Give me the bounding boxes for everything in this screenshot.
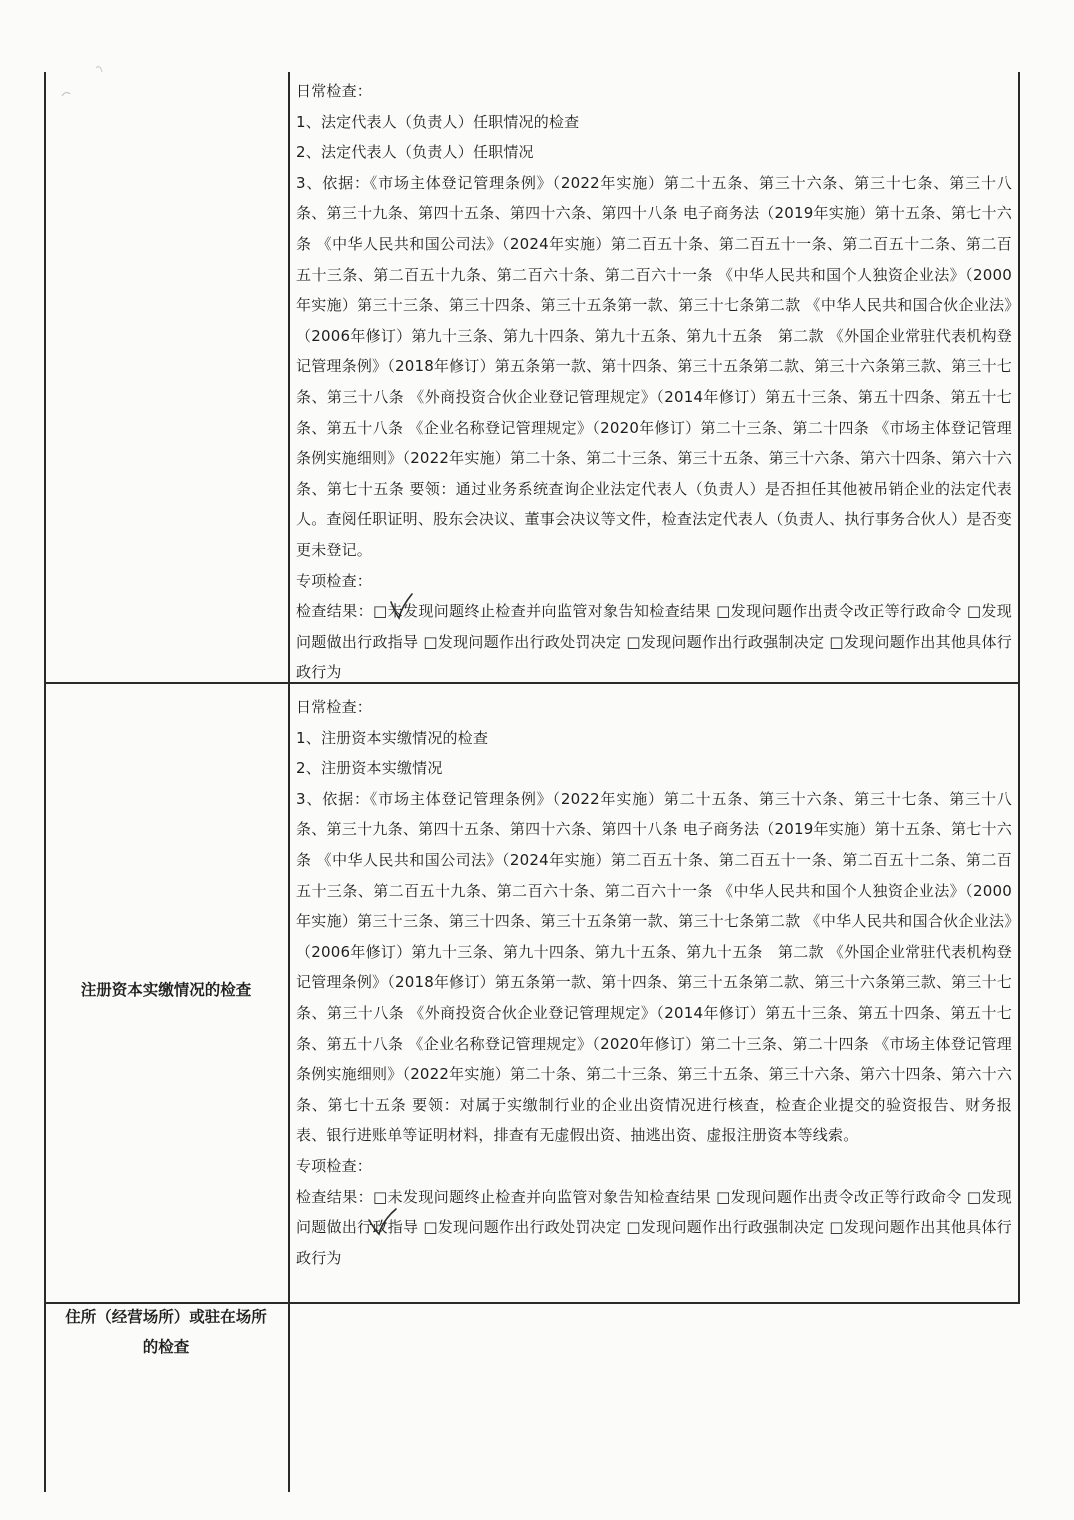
check-item-1: 1、注册资本实缴情况的检查 bbox=[296, 728, 489, 747]
row-3-label: 住所（经营场所）或驻在场所的检查 bbox=[65, 1308, 267, 1356]
check-basis: 3、依据：《市场主体登记管理条例》（2022年实施）第二十五条、第三十六条、第三十七条、第三十八条、第三十九条、第四十五条、第四十六条、第四十八条 电子商务法（2019年实施）第十五条、第七十六条 《中华人民共和国公司法》（2024年实施）第二百五十条、第二百五十一条、第二百五十二条、第二百五十三条、第二百五十九条、第二百六十条、第二百六十一条 《中华人民共和国个人独资企业法》（2000年实施）第三十三条、第三十四条、第三十五条第一款、第三十七条第二款 《中华人民共和国合伙企业法》（2006年修订）第九十三条、第九十四条、第九十五条、第九十五条 第二款 《外国企业常驻代表机构登记管理条例》（2018年修订）第五条第一款、第十四条、第三十五条第二款、第三十六条第三款、第三十七条、第三十八条 《外商投资合伙企业登记管理规定》（2014年修订）第五十三条、第五十四条、第五十七条、第五十八条 《企业名称登记管理规定》（2020年修订）第二十三条、第二十四条 《市场主体登记管理条例实施细则》（2022年实施）第二十条、第二十三条、第三十五条、第三十六条、第六十四条、第六十六条、第七十五条 要领：对属于实缴制行业的企业出资情况进行核查，检查企业提交的验资报告、财务报表、银行进账单等证明材料，排查有无虚假出资、抽逃出资、虚报注册资本等线索。 bbox=[296, 789, 1012, 1145]
handwritten-check-mark-2 bbox=[366, 1206, 400, 1238]
check-basis: 3、依据：《市场主体登记管理条例》（2022年实施）第二十五条、第三十六条、第三十七条、第三十八条、第三十九条、第四十五条、第四十六条、第四十八条 电子商务法（2019年实施）第十五条、第七十六条 《中华人民共和国公司法》（2024年实施）第二百五十条、第二百五十一条、第二百五十二条、第二百五十三条、第二百五十九条、第二百六十条、第二百六十一条 《中华人民共和国个人独资企业法》（2000年实施）第三十三条、第三十四条、第三十五条第一款、第三十七条第二款 《中华人民共和国合伙企业法》（2006年修订）第九十三条、第九十四条、第九十五条、第九十五条 第二款 《外国企业常驻代表机构登记管理条例》（2018年修订）第五条第一款、第十四条、第三十五条第二款、第三十六条第三款、第三十七条、第三十八条 《外商投资合伙企业登记管理规定》（2014年修订）第五十三条、第五十四条、第五十七条、第五十八条 《企业名称登记管理规定》（2020年修订）第二十三条、第二十四条 《市场主体登记管理条例实施细则》（2022年实施）第二十条、第二十三条、第三十五条、第三十六条、第六十四条、第六十六条、第七十五条 要领：通过业务系统查询企业法定代表人（负责人）是否担任其他被吊销企业的法定代表人。查阅任职证明、股东会决议、董事会决议等文件，检查法定代表人（负责人、执行事务合伙人）是否变更未登记。 bbox=[296, 173, 1012, 559]
check-item-2: 2、法定代表人（负责人）任职情况 bbox=[296, 143, 534, 162]
scan-smudge bbox=[56, 60, 116, 110]
daily-check-title: 日常检查： bbox=[296, 698, 373, 716]
handwritten-check-mark-1 bbox=[388, 592, 418, 622]
daily-check-title: 日常检查： bbox=[296, 82, 373, 100]
check-result: 检查结果：□未发现问题终止检查并向监管对象告知检查结果 □发现问题作出责令改正等行政命令 □发现问题做出行政指导 □发现问题作出行政处罚决定 □发现问题作出行政强制决定 □发现问题作出其他具体行政行为 bbox=[296, 1187, 1012, 1267]
special-check-title: 专项检查： bbox=[296, 1156, 373, 1175]
check-item-2: 2、注册资本实缴情况 bbox=[296, 759, 443, 778]
table-left-border bbox=[44, 72, 46, 1492]
special-check-title: 专项检查： bbox=[296, 571, 373, 590]
table-right-border bbox=[1018, 72, 1020, 1304]
inspection-table bbox=[44, 72, 1020, 1492]
check-item-1: 1、法定代表人（负责人）任职情况的检查 bbox=[296, 112, 580, 131]
row-2-label: 注册资本实缴情况的检查 bbox=[80, 981, 252, 999]
row-2-content bbox=[296, 692, 1012, 1273]
check-result: 检查结果：□未发现问题终止检查并向监管对象告知检查结果 □发现问题作出责令改正等行政命令 □发现问题做出行政指导 □发现问题作出行政处罚决定 □发现问题作出行政强制决定 □发现问题作出其他具体行政行为 bbox=[296, 602, 1012, 682]
table-column-divider bbox=[288, 72, 290, 1492]
